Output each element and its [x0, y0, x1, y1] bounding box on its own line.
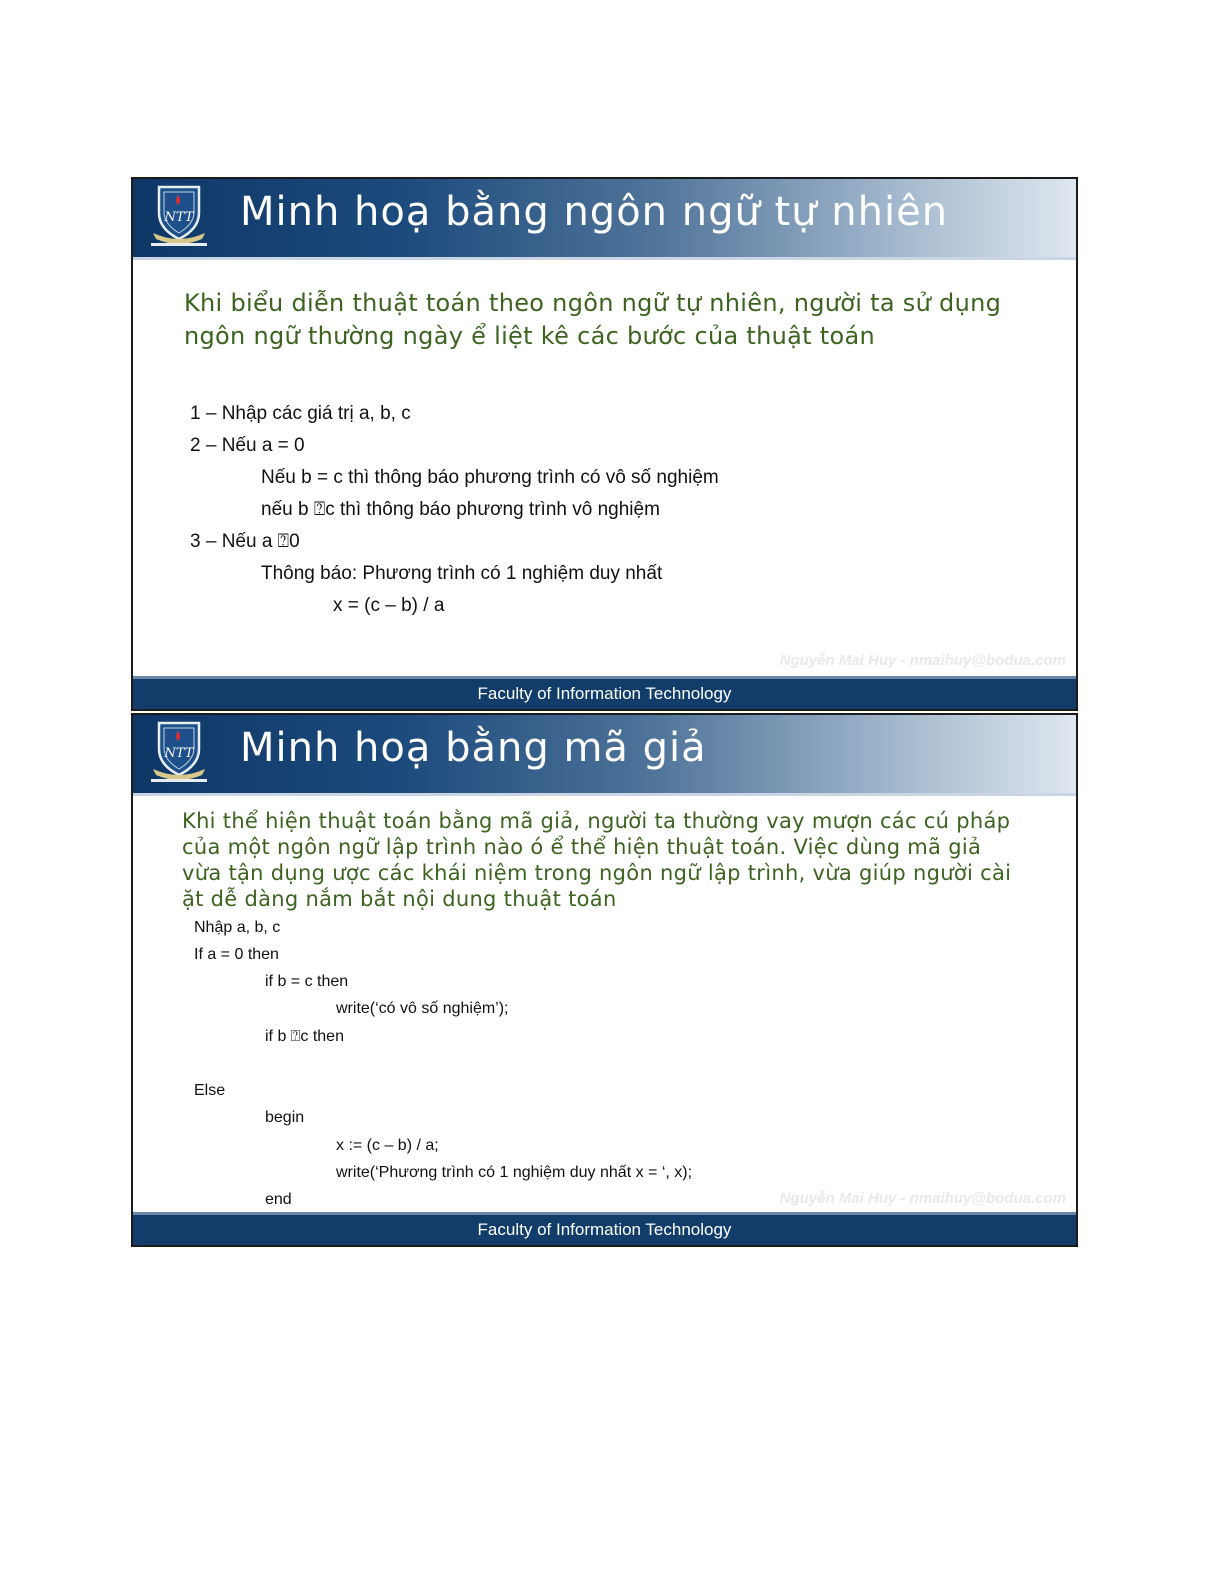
step-line: 2 – Nếu a = 0 [190, 435, 305, 456]
step-line: 1 – Nhập các giá trị a, b, c [190, 403, 411, 424]
slide-title: Minh hoạ bằng mã giả [240, 725, 707, 771]
step-line: Nếu b = c thì thông báo phương trình có vô số nghiệm [261, 467, 719, 488]
university-logo-icon [145, 183, 213, 249]
svg-text:NTT: NTT [164, 210, 194, 225]
slide-footer: Faculty of Information Technology [133, 1212, 1076, 1245]
step-line: Thông báo: Phương trình có 1 nghiệm duy nhất [261, 563, 663, 584]
watermark: Nguyễn Mai Huy - nmaihuy@bodua.com [779, 1190, 1066, 1207]
code-line: If a = 0 then [194, 946, 279, 963]
code-line: write(‘Phương trình có 1 nghiệm duy nhất x = ‘, x); [336, 1164, 693, 1181]
code-line: end [265, 1191, 292, 1208]
svg-text:NTT: NTT [164, 746, 194, 761]
slide-pseudocode [131, 713, 1078, 1247]
slide-header [133, 179, 1076, 260]
step-line: 3 – Nếu a ⍰0 [190, 531, 300, 552]
code-line: write(‘có vô số nghiệm’); [336, 1000, 509, 1017]
watermark: Nguyễn Mai Huy - nmaihuy@bodua.com [779, 652, 1066, 669]
code-line: begin [265, 1109, 305, 1126]
slide-title: Minh hoạ bằng ngôn ngữ tự nhiên [240, 189, 949, 235]
slide-natural-language [131, 177, 1078, 711]
intro-paragraph: Khi thể hiện thuật toán bằng mã giả, người ta thường vay mượn các cú pháp của một ngôn ngữ lập trình nào ó ể thể hiện thuật toán. Việc dùng mã giả vừa tận dụng ược các khái niệm trong ngôn ngữ lập trình, vừa giúp người cài ặt dễ dàng nắm bắt nội dung thuật toán [182, 809, 1012, 911]
slide-footer: Faculty of Information Technology [133, 676, 1076, 709]
code-line: Else [194, 1082, 226, 1099]
code-line: x := (c – b) / a; [336, 1137, 439, 1154]
university-logo-icon [145, 719, 213, 785]
code-line: if b ⍰c then [265, 1028, 344, 1045]
step-line: x = (c – b) / a [333, 595, 445, 616]
code-line: Nhập a, b, c [194, 919, 281, 936]
slide-header [133, 715, 1076, 796]
step-line: nếu b ⍰c thì thông báo phương trình vô nghiệm [261, 499, 660, 520]
code-line: if b = c then [265, 973, 349, 990]
intro-paragraph: Khi biểu diễn thuật toán theo ngôn ngữ tự nhiên, người ta sử dụng ngôn ngữ thường ngày ể liệt kê các bước của thuật toán [184, 289, 1002, 350]
